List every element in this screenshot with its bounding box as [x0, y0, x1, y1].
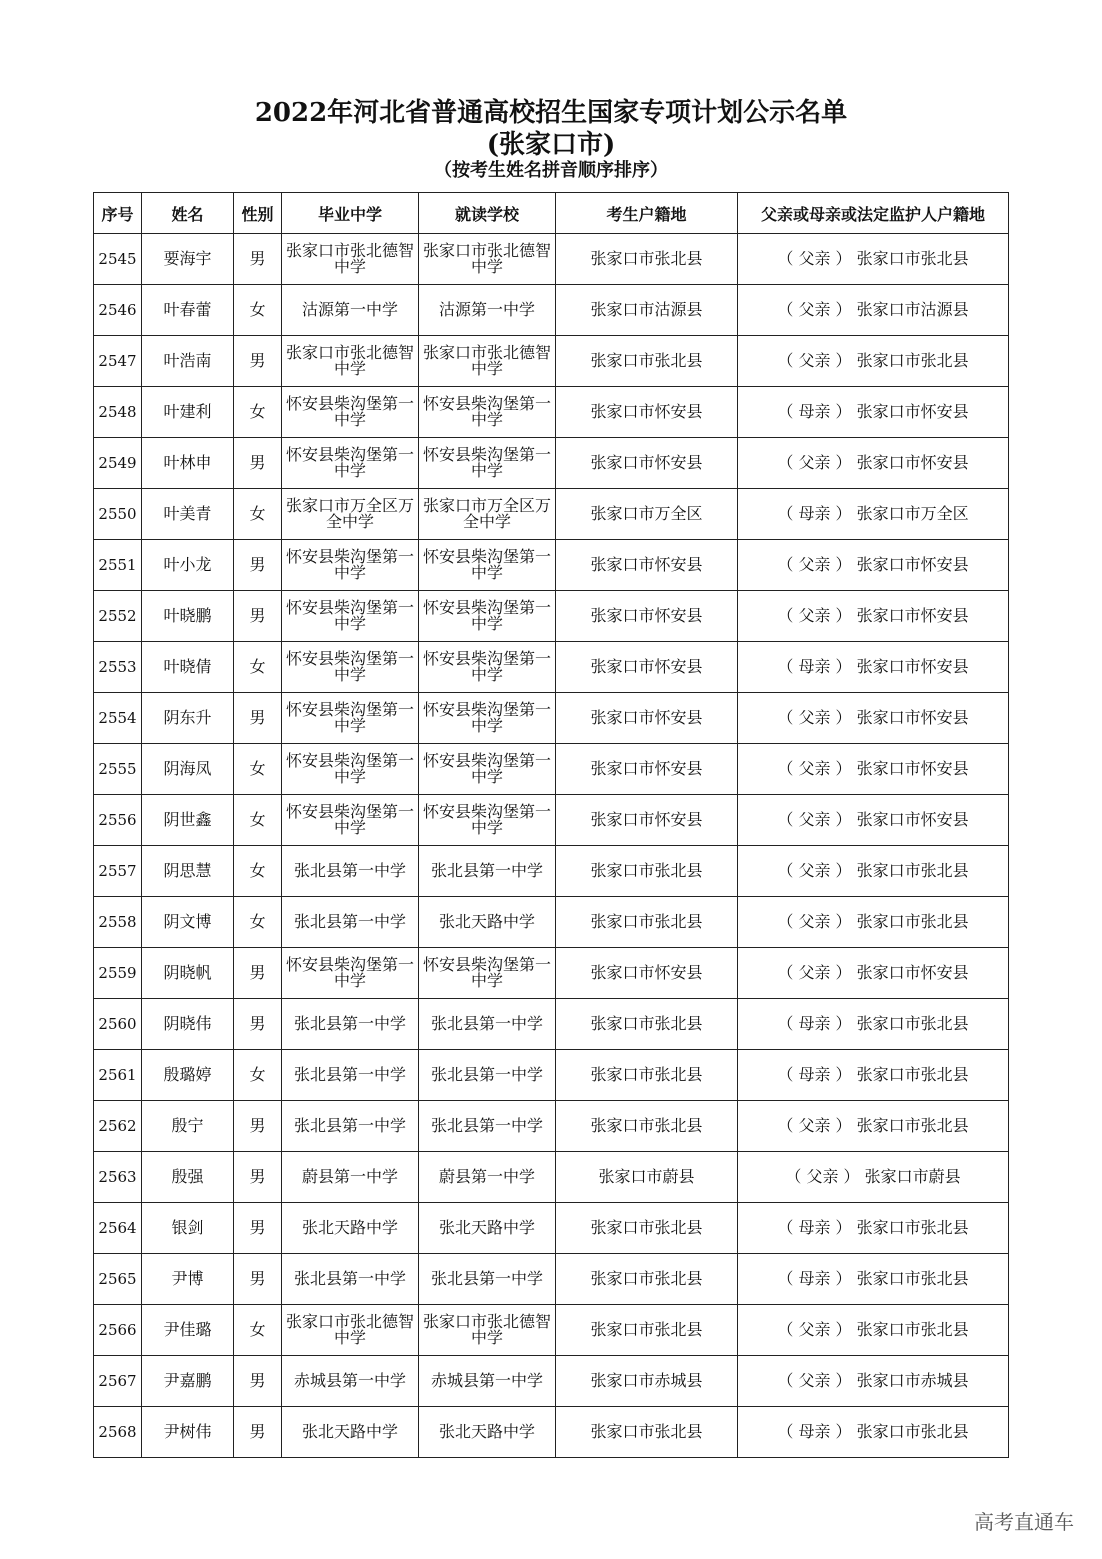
cell-name: 叶美青 [142, 489, 234, 540]
cell-guardian-registration: （ 母亲 ） 张家口市张北县 [738, 1050, 1009, 1101]
cell-name: 尹树伟 [142, 1407, 234, 1458]
document-subtitle: (张家口市) [486, 130, 616, 160]
table-row [94, 1407, 1009, 1458]
cell-household-registration: 张家口市怀安县 [556, 693, 738, 744]
table-row [94, 999, 1009, 1050]
cell-gender: 女 [234, 744, 282, 795]
cell-name: 阴东升 [142, 693, 234, 744]
cell-gender: 女 [234, 897, 282, 948]
cell-seq: 2554 [94, 693, 142, 744]
roster-table [93, 192, 1009, 1458]
cell-graduated-school: 张家口市张北德智中学 [282, 1305, 419, 1356]
cell-seq: 2559 [94, 948, 142, 999]
cell-seq: 2545 [94, 234, 142, 285]
cell-graduated-school: 张北县第一中学 [282, 897, 419, 948]
cell-guardian-registration: （ 父亲 ） 张家口市怀安县 [738, 693, 1009, 744]
cell-gender: 男 [234, 591, 282, 642]
cell-gender: 男 [234, 999, 282, 1050]
cell-seq: 2551 [94, 540, 142, 591]
cell-graduated-school: 怀安县柴沟堡第一中学 [282, 591, 419, 642]
cell-seq: 2562 [94, 1101, 142, 1152]
cell-guardian-registration: （ 母亲 ） 张家口市张北县 [738, 1203, 1009, 1254]
cell-graduated-school: 怀安县柴沟堡第一中学 [282, 693, 419, 744]
cell-graduated-school: 张北天路中学 [282, 1407, 419, 1458]
cell-name: 殷璐婷 [142, 1050, 234, 1101]
table-row [94, 1356, 1009, 1407]
cell-household-registration: 张家口市怀安县 [556, 438, 738, 489]
table-row [94, 285, 1009, 336]
cell-graduated-school: 怀安县柴沟堡第一中学 [282, 744, 419, 795]
cell-current-school: 张家口市张北德智中学 [419, 1305, 556, 1356]
cell-guardian-registration: （ 父亲 ） 张家口市怀安县 [738, 540, 1009, 591]
cell-graduated-school: 张北县第一中学 [282, 1050, 419, 1101]
cell-gender: 男 [234, 540, 282, 591]
cell-guardian-registration: （ 父亲 ） 张家口市怀安县 [738, 438, 1009, 489]
cell-graduated-school: 赤城县第一中学 [282, 1356, 419, 1407]
cell-guardian-registration: （ 父亲 ） 张家口市张北县 [738, 1305, 1009, 1356]
cell-household-registration: 张家口市张北县 [556, 846, 738, 897]
cell-seq: 2556 [94, 795, 142, 846]
cell-current-school: 怀安县柴沟堡第一中学 [419, 438, 556, 489]
cell-graduated-school: 张家口市张北德智中学 [282, 336, 419, 387]
cell-seq: 2567 [94, 1356, 142, 1407]
cell-current-school: 沽源第一中学 [419, 285, 556, 336]
cell-gender: 男 [234, 1407, 282, 1458]
cell-graduated-school: 张北县第一中学 [282, 846, 419, 897]
cell-graduated-school: 怀安县柴沟堡第一中学 [282, 642, 419, 693]
cell-household-registration: 张家口市怀安县 [556, 795, 738, 846]
cell-seq: 2563 [94, 1152, 142, 1203]
cell-graduated-school: 张北天路中学 [282, 1203, 419, 1254]
cell-name: 阴思慧 [142, 846, 234, 897]
cell-graduated-school: 张北县第一中学 [282, 1254, 419, 1305]
cell-gender: 男 [234, 693, 282, 744]
cell-household-registration: 张家口市怀安县 [556, 540, 738, 591]
table-row [94, 489, 1009, 540]
cell-current-school: 怀安县柴沟堡第一中学 [419, 540, 556, 591]
cell-graduated-school: 怀安县柴沟堡第一中学 [282, 438, 419, 489]
column-header-graduated-school: 毕业中学 [282, 193, 419, 234]
cell-household-registration: 张家口市怀安县 [556, 642, 738, 693]
cell-household-registration: 张家口市沽源县 [556, 285, 738, 336]
cell-gender: 女 [234, 1305, 282, 1356]
cell-name: 尹嘉鹏 [142, 1356, 234, 1407]
cell-graduated-school: 蔚县第一中学 [282, 1152, 419, 1203]
cell-guardian-registration: （ 父亲 ） 张家口市怀安县 [738, 948, 1009, 999]
document-title: 2022年河北省普通高校招生国家专项计划公示名单 [254, 98, 848, 128]
cell-household-registration: 张家口市赤城县 [556, 1356, 738, 1407]
table-header-row [94, 193, 1009, 234]
cell-guardian-registration: （ 母亲 ） 张家口市张北县 [738, 1407, 1009, 1458]
cell-gender: 女 [234, 846, 282, 897]
cell-guardian-registration: （ 父亲 ） 张家口市蔚县 [738, 1152, 1009, 1203]
cell-name: 殷宁 [142, 1101, 234, 1152]
cell-household-registration: 张家口市张北县 [556, 1101, 738, 1152]
cell-current-school: 张北县第一中学 [419, 1050, 556, 1101]
cell-name: 叶浩南 [142, 336, 234, 387]
cell-graduated-school: 怀安县柴沟堡第一中学 [282, 387, 419, 438]
cell-name: 阴晓伟 [142, 999, 234, 1050]
cell-household-registration: 张家口市万全区 [556, 489, 738, 540]
cell-guardian-registration: （ 父亲 ） 张家口市张北县 [738, 234, 1009, 285]
cell-graduated-school: 沽源第一中学 [282, 285, 419, 336]
cell-gender: 男 [234, 336, 282, 387]
cell-current-school: 怀安县柴沟堡第一中学 [419, 642, 556, 693]
cell-seq: 2549 [94, 438, 142, 489]
cell-name: 银剑 [142, 1203, 234, 1254]
cell-current-school: 张北县第一中学 [419, 1254, 556, 1305]
cell-gender: 男 [234, 1152, 282, 1203]
cell-seq: 2552 [94, 591, 142, 642]
cell-name: 叶晓倩 [142, 642, 234, 693]
cell-name: 叶春蕾 [142, 285, 234, 336]
cell-household-registration: 张家口市张北县 [556, 234, 738, 285]
cell-household-registration: 张家口市张北县 [556, 1305, 738, 1356]
cell-current-school: 张家口市张北德智中学 [419, 336, 556, 387]
table-row [94, 897, 1009, 948]
cell-current-school: 张北天路中学 [419, 1203, 556, 1254]
cell-gender: 女 [234, 489, 282, 540]
cell-gender: 男 [234, 234, 282, 285]
cell-gender: 男 [234, 1203, 282, 1254]
cell-gender: 女 [234, 1050, 282, 1101]
cell-seq: 2546 [94, 285, 142, 336]
cell-guardian-registration: （ 母亲 ） 张家口市万全区 [738, 489, 1009, 540]
cell-household-registration: 张家口市张北县 [556, 999, 738, 1050]
cell-gender: 男 [234, 438, 282, 489]
cell-guardian-registration: （ 母亲 ） 张家口市张北县 [738, 999, 1009, 1050]
cell-seq: 2560 [94, 999, 142, 1050]
cell-seq: 2550 [94, 489, 142, 540]
cell-name: 尹佳璐 [142, 1305, 234, 1356]
cell-current-school: 怀安县柴沟堡第一中学 [419, 693, 556, 744]
table-row [94, 1254, 1009, 1305]
cell-seq: 2547 [94, 336, 142, 387]
cell-household-registration: 张家口市张北县 [556, 1203, 738, 1254]
cell-guardian-registration: （ 母亲 ） 张家口市怀安县 [738, 387, 1009, 438]
cell-current-school: 张家口市万全区万全中学 [419, 489, 556, 540]
cell-guardian-registration: （ 父亲 ） 张家口市张北县 [738, 1101, 1009, 1152]
cell-name: 阴文博 [142, 897, 234, 948]
cell-gender: 男 [234, 1356, 282, 1407]
cell-name: 尹博 [142, 1254, 234, 1305]
table-row [94, 1101, 1009, 1152]
cell-current-school: 张北天路中学 [419, 1407, 556, 1458]
cell-household-registration: 张家口市张北县 [556, 336, 738, 387]
cell-current-school: 蔚县第一中学 [419, 1152, 556, 1203]
cell-seq: 2561 [94, 1050, 142, 1101]
cell-guardian-registration: （ 母亲 ） 张家口市怀安县 [738, 642, 1009, 693]
cell-seq: 2558 [94, 897, 142, 948]
table-row [94, 1203, 1009, 1254]
cell-household-registration: 张家口市怀安县 [556, 744, 738, 795]
column-header-guardian-registration: 父亲或母亲或法定监护人户籍地 [738, 193, 1009, 234]
cell-guardian-registration: （ 父亲 ） 张家口市怀安县 [738, 744, 1009, 795]
cell-current-school: 张北县第一中学 [419, 1101, 556, 1152]
cell-name: 阴海凤 [142, 744, 234, 795]
cell-current-school: 怀安县柴沟堡第一中学 [419, 948, 556, 999]
table-row [94, 438, 1009, 489]
cell-graduated-school: 张北县第一中学 [282, 1101, 419, 1152]
table-row [94, 1050, 1009, 1101]
column-header-seq: 序号 [94, 193, 142, 234]
column-header-name: 姓名 [142, 193, 234, 234]
cell-guardian-registration: （ 父亲 ） 张家口市张北县 [738, 846, 1009, 897]
cell-household-registration: 张家口市张北县 [556, 1050, 738, 1101]
cell-current-school: 赤城县第一中学 [419, 1356, 556, 1407]
cell-current-school: 怀安县柴沟堡第一中学 [419, 795, 556, 846]
cell-seq: 2548 [94, 387, 142, 438]
cell-name: 殷强 [142, 1152, 234, 1203]
table-row [94, 846, 1009, 897]
cell-name: 叶林申 [142, 438, 234, 489]
cell-seq: 2557 [94, 846, 142, 897]
cell-guardian-registration: （ 父亲 ） 张家口市赤城县 [738, 1356, 1009, 1407]
cell-graduated-school: 张家口市张北德智中学 [282, 234, 419, 285]
cell-guardian-registration: （ 父亲 ） 张家口市张北县 [738, 336, 1009, 387]
cell-current-school: 怀安县柴沟堡第一中学 [419, 591, 556, 642]
cell-graduated-school: 怀安县柴沟堡第一中学 [282, 795, 419, 846]
cell-gender: 女 [234, 795, 282, 846]
cell-guardian-registration: （ 母亲 ） 张家口市张北县 [738, 1254, 1009, 1305]
cell-graduated-school: 怀安县柴沟堡第一中学 [282, 540, 419, 591]
table-row [94, 693, 1009, 744]
cell-gender: 女 [234, 642, 282, 693]
table-row [94, 1305, 1009, 1356]
cell-household-registration: 张家口市张北县 [556, 1254, 738, 1305]
cell-seq: 2564 [94, 1203, 142, 1254]
table-row [94, 234, 1009, 285]
cell-guardian-registration: （ 父亲 ） 张家口市张北县 [738, 897, 1009, 948]
table-row [94, 540, 1009, 591]
cell-current-school: 怀安县柴沟堡第一中学 [419, 387, 556, 438]
column-header-current-school: 就读学校 [419, 193, 556, 234]
cell-gender: 女 [234, 285, 282, 336]
cell-gender: 男 [234, 1254, 282, 1305]
watermark: 高考直通车 [974, 1510, 1074, 1534]
cell-seq: 2568 [94, 1407, 142, 1458]
table-row [94, 642, 1009, 693]
cell-current-school: 张北天路中学 [419, 897, 556, 948]
column-header-household-registration: 考生户籍地 [556, 193, 738, 234]
cell-name: 要海宇 [142, 234, 234, 285]
cell-graduated-school: 怀安县柴沟堡第一中学 [282, 948, 419, 999]
cell-seq: 2555 [94, 744, 142, 795]
cell-name: 阴晓帆 [142, 948, 234, 999]
sort-note: （按考生姓名拼音顺序排序） [434, 160, 668, 181]
cell-household-registration: 张家口市怀安县 [556, 387, 738, 438]
cell-seq: 2553 [94, 642, 142, 693]
table-row [94, 336, 1009, 387]
cell-guardian-registration: （ 父亲 ） 张家口市沽源县 [738, 285, 1009, 336]
cell-current-school: 张北县第一中学 [419, 846, 556, 897]
table-row [94, 591, 1009, 642]
cell-name: 阴世鑫 [142, 795, 234, 846]
column-header-gender: 性别 [234, 193, 282, 234]
cell-current-school: 怀安县柴沟堡第一中学 [419, 744, 556, 795]
table-row [94, 795, 1009, 846]
cell-name: 叶晓鹏 [142, 591, 234, 642]
cell-graduated-school: 张家口市万全区万全中学 [282, 489, 419, 540]
cell-guardian-registration: （ 父亲 ） 张家口市怀安县 [738, 591, 1009, 642]
cell-gender: 女 [234, 387, 282, 438]
cell-name: 叶小龙 [142, 540, 234, 591]
cell-household-registration: 张家口市蔚县 [556, 1152, 738, 1203]
cell-guardian-registration: （ 父亲 ） 张家口市怀安县 [738, 795, 1009, 846]
cell-graduated-school: 张北县第一中学 [282, 999, 419, 1050]
table-row [94, 948, 1009, 999]
cell-household-registration: 张家口市张北县 [556, 897, 738, 948]
cell-seq: 2565 [94, 1254, 142, 1305]
cell-current-school: 张家口市张北德智中学 [419, 234, 556, 285]
cell-seq: 2566 [94, 1305, 142, 1356]
cell-gender: 男 [234, 1101, 282, 1152]
table-row [94, 744, 1009, 795]
cell-household-registration: 张家口市怀安县 [556, 948, 738, 999]
cell-name: 叶建利 [142, 387, 234, 438]
cell-current-school: 张北县第一中学 [419, 999, 556, 1050]
table-row [94, 387, 1009, 438]
cell-gender: 男 [234, 948, 282, 999]
cell-household-registration: 张家口市怀安县 [556, 591, 738, 642]
table-row [94, 1152, 1009, 1203]
cell-household-registration: 张家口市张北县 [556, 1407, 738, 1458]
